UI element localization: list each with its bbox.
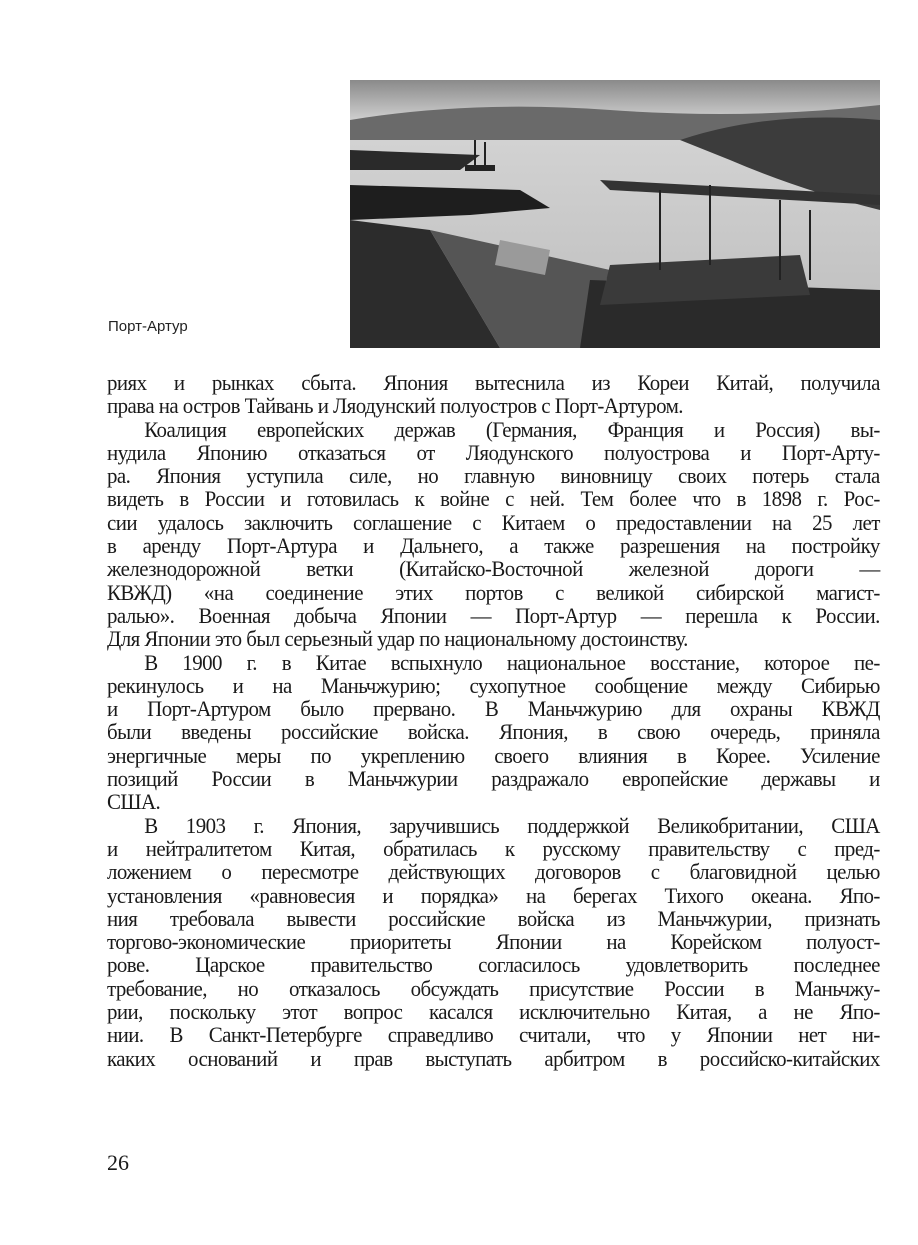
text-line: риях и рынках сбыта. Япония вытеснила из Кореи Китай, получила (107, 370, 880, 395)
text-line: нудила Японию отказаться от Ляодунского полуострова и Порт-Арту- (107, 439, 880, 465)
text-line: требование, но отказалось обсуждать присутствие России в Маньчжу- (107, 975, 880, 1001)
text-line: США. (107, 789, 161, 815)
body-text (107, 371, 880, 1070)
text-line: железнодорожной ветки (Китайско-Восточной железной дороги — (107, 556, 880, 582)
text-line: ния требовала вывести российские войска из Маньчжурии, признать (107, 905, 880, 931)
text-line: видеть в России и готовилась к войне с ней. Тем более что в 1898 г. Рос- (107, 486, 880, 512)
text-line: и Порт-Артуром было прервано. В Маньчжурию для охраны КВЖД (107, 696, 880, 722)
text-line: В 1900 г. в Китае вспыхнуло национальное восстание, которое пе- (144, 649, 880, 675)
text-line: каких оснований и прав выступать арбитром в российско-китайских (107, 1045, 880, 1071)
text-line: рове. Царское правительство согласилось удовлетворить последнее (107, 952, 880, 978)
paragraph (107, 814, 880, 1070)
text-line: В 1903 г. Япония, заручившись поддержкой Великобритании, США (144, 812, 880, 838)
text-line: рекинулось и на Маньчжурию; сухопутное сообщение между Сибирью (107, 672, 880, 698)
text-line: были введены российские войска. Япония, в свою очередь, приняла (107, 719, 880, 745)
text-line: ложением о пересмотре действующих договоров с благовидной целью (107, 859, 880, 885)
text-line: в аренду Порт-Артура и Дальнего, а также разрешения на постройку (107, 533, 880, 559)
text-line: сии удалось заключить соглашение с Китаем о предоставлении на 25 лет (107, 509, 880, 535)
text-line: права на остров Тайвань и Ляодунский полуостров с Порт-Артуром. (107, 393, 683, 419)
text-line: Коалиция европейских держав (Германия, Франция и Россия) вы- (144, 416, 880, 442)
photo-caption: Порт-Артур (108, 318, 188, 335)
paragraph (107, 371, 880, 418)
text-line: энергичные меры по укреплению своего влияния в Корее. Усиление (107, 742, 880, 768)
text-line: ра. Япония уступила силе, но главную виновницу своих потерь стала (107, 463, 880, 489)
text-line: рии, поскольку этот вопрос касался исключительно Китая, а не Япо- (107, 999, 880, 1025)
text-line: КВЖД) «на соединение этих портов с великой сибирской магист- (107, 579, 880, 605)
text-line: и нейтралитетом Китая, обратилась к русскому правительству с пред- (107, 835, 880, 861)
text-line: торгово-экономические приоритеты Японии на Корейском полуост- (107, 929, 880, 955)
page-number: 26 (107, 1150, 129, 1175)
port-arthur-photo (350, 80, 880, 348)
text-line: нии. В Санкт-Петербурге справедливо считали, что у Японии нет ни- (107, 1022, 880, 1048)
text-line: установления «равновесия и порядка» на берегах Тихого океана. Япо- (107, 882, 880, 908)
text-line: Для Японии это был серьезный удар по национальному достоинству. (107, 626, 688, 652)
paragraph (107, 418, 880, 651)
paragraph (107, 651, 880, 814)
text-line: позиций России в Маньчжурии раздражало европейские державы и (107, 766, 880, 792)
text-line: ралью». Военная добыча Японии — Порт-Артур — перешла к России. (107, 602, 880, 628)
